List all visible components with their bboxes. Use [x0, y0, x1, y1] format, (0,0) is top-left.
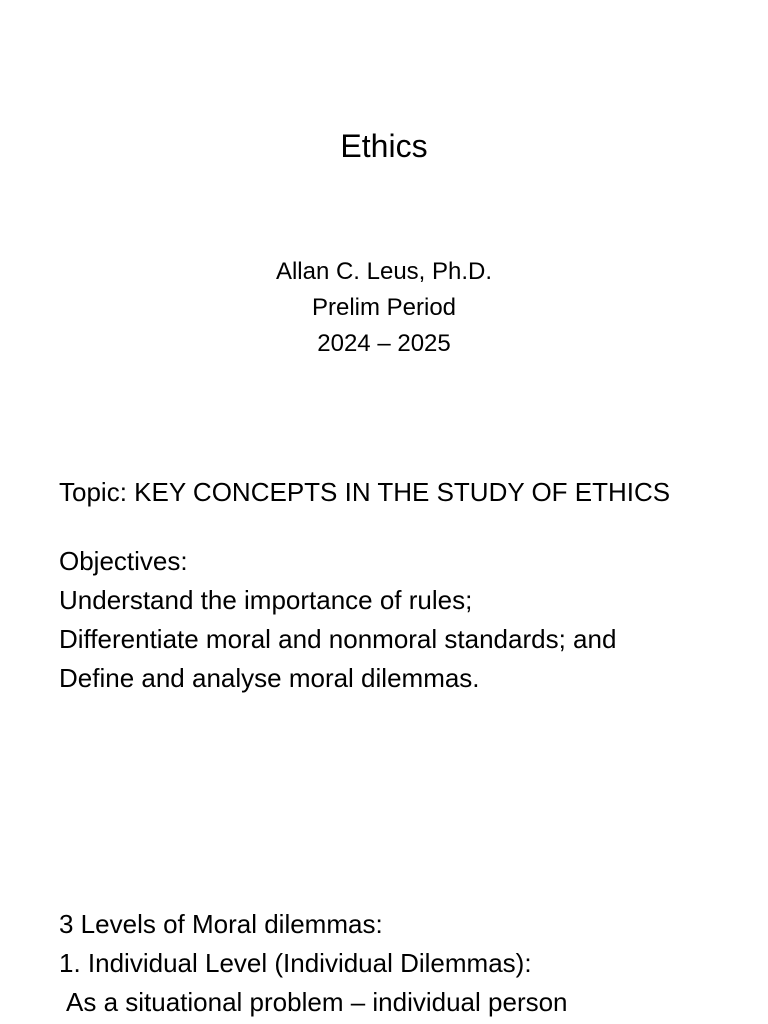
document-title: Ethics — [340, 128, 428, 164]
levels-heading: 3 Levels of Moral dilemmas: — [59, 909, 383, 939]
objective-item: Differentiate moral and nonmoral standards; and — [59, 624, 617, 654]
author-block — [0, 254, 768, 362]
level-description: As a situational problem – individual person — [66, 987, 568, 1017]
school-year: 2024 – 2025 — [317, 330, 451, 357]
objectives-section — [59, 542, 709, 698]
author-name: Allan C. Leus, Ph.D. — [275, 258, 493, 285]
period-label: Prelim Period — [311, 294, 457, 321]
objective-item: Define and analyse moral dilemmas. — [59, 663, 480, 693]
topic-heading: Topic: KEY CONCEPTS IN THE STUDY OF ETHICS — [59, 477, 671, 507]
moral-dilemma-levels-section — [59, 905, 709, 1022]
objective-item: Understand the importance of rules; — [59, 585, 473, 615]
level-item: 1. Individual Level (Individual Dilemmas): — [59, 948, 532, 978]
objectives-heading: Objectives: — [59, 546, 188, 576]
